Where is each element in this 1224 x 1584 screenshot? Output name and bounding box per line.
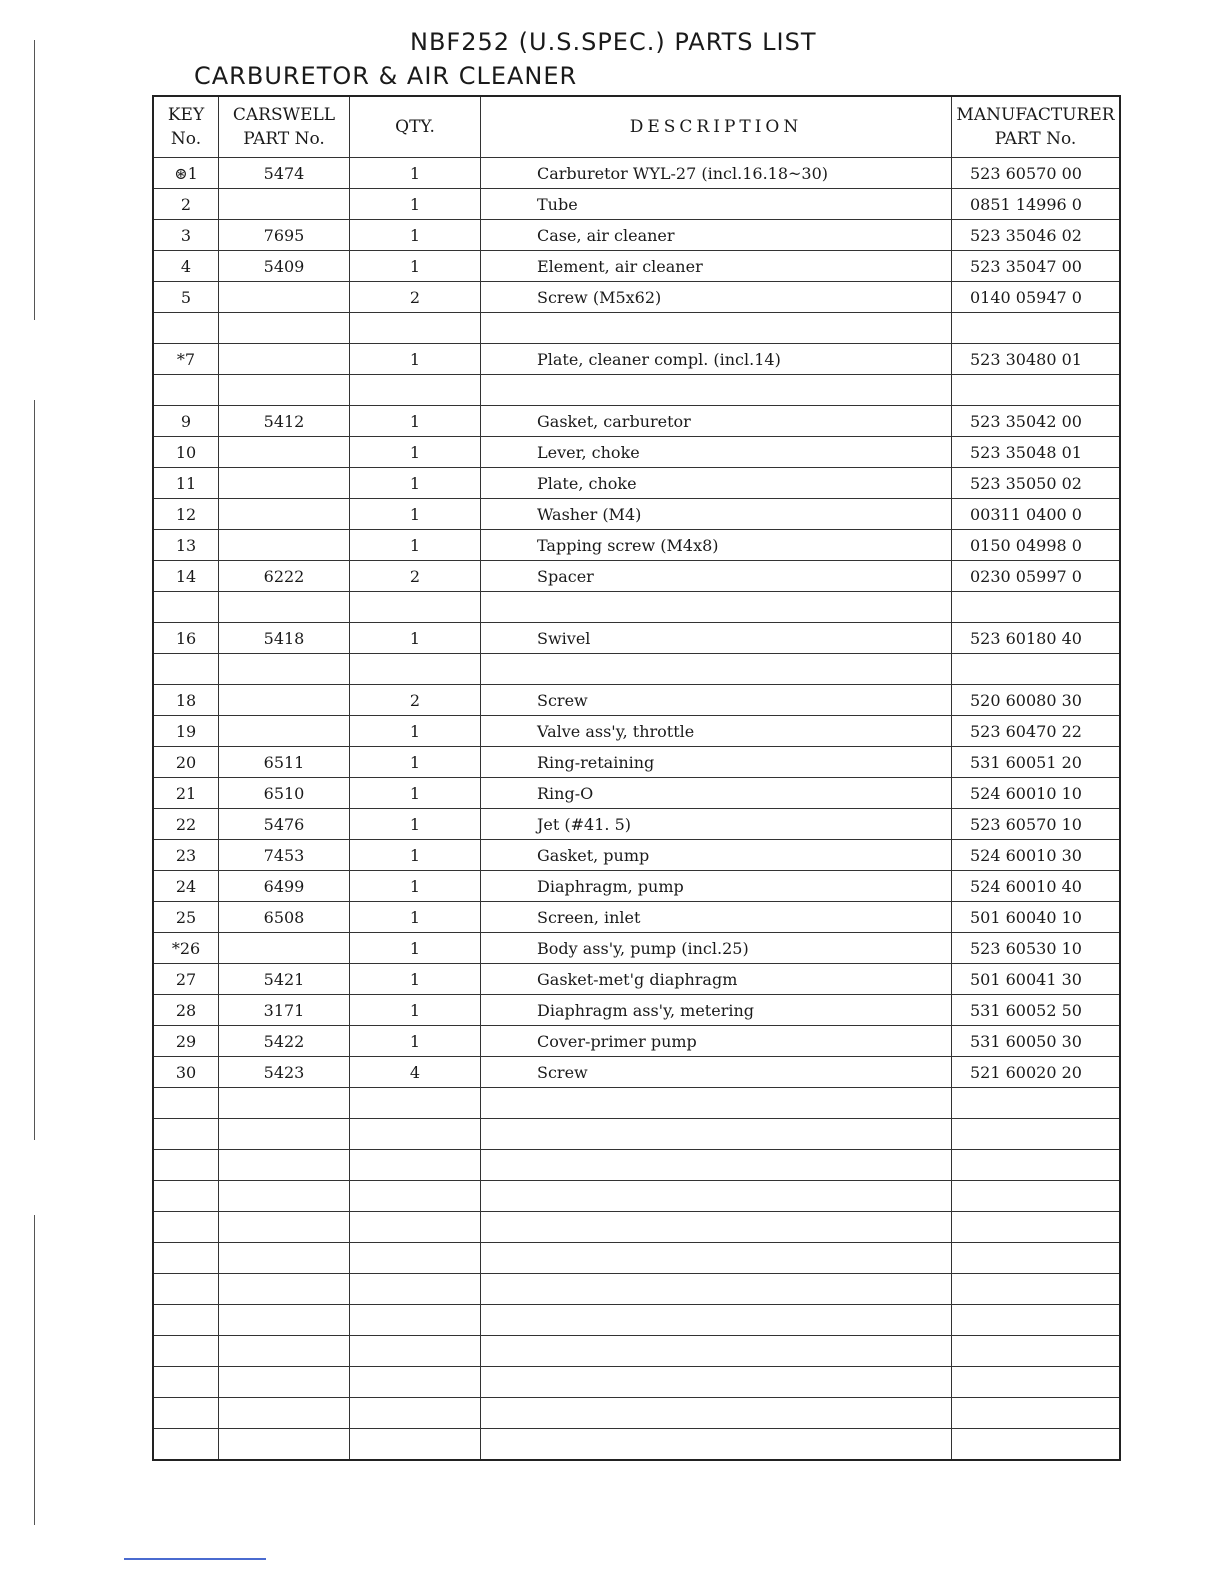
scan-margin-mark (34, 1215, 35, 1525)
carswell-part-no-cell: 6510 (219, 778, 350, 809)
qty-cell (350, 1305, 481, 1336)
carswell-part-no-cell (219, 375, 350, 406)
parts-table-body (153, 158, 1120, 1461)
key-header-line1: KEY (167, 105, 205, 125)
description-cell: Carburetor WYL-27 (incl.16.18~30) (481, 158, 952, 189)
manufacturer-part-no-cell: 523 35046 02 (952, 220, 1121, 251)
carswell-part-no-cell: 5422 (219, 1026, 350, 1057)
manufacturer-part-no-cell (952, 1088, 1121, 1119)
qty-cell: 1 (350, 406, 481, 437)
qty-cell (350, 375, 481, 406)
manufacturer-part-no-cell: 523 60570 10 (952, 809, 1121, 840)
key-no-cell: 22 (153, 809, 219, 840)
qty-cell (350, 1088, 481, 1119)
manufacturer-part-no-cell (952, 1150, 1121, 1181)
carswell-part-no-cell: 7453 (219, 840, 350, 871)
key-no-cell (153, 654, 219, 685)
table-row (153, 623, 1120, 654)
key-no-cell (153, 313, 219, 344)
table-row (153, 840, 1120, 871)
carswell-part-no-cell (219, 716, 350, 747)
table-row (153, 375, 1120, 406)
manufacturer-part-no-cell: 0150 04998 0 (952, 530, 1121, 561)
manufacturer-part-no-cell: 501 60041 30 (952, 964, 1121, 995)
description-cell (481, 1119, 952, 1150)
manufacturer-part-no-cell: 523 35047 00 (952, 251, 1121, 282)
description-cell: Gasket, pump (481, 840, 952, 871)
manufacturer-part-no-cell (952, 1305, 1121, 1336)
manufacturer-header-line1: MANUFACTURER (956, 105, 1115, 125)
key-no-cell (153, 1274, 219, 1305)
manufacturer-part-no-cell (952, 313, 1121, 344)
key-no-cell: 14 (153, 561, 219, 592)
qty-cell: 1 (350, 468, 481, 499)
qty-cell: 1 (350, 964, 481, 995)
description-cell: Tube (481, 189, 952, 220)
description-cell (481, 1398, 952, 1429)
qty-cell (350, 313, 481, 344)
table-row (153, 1119, 1120, 1150)
manufacturer-part-no-cell: 523 60470 22 (952, 716, 1121, 747)
table-row (153, 1150, 1120, 1181)
carswell-part-no-cell (219, 313, 350, 344)
qty-header: QTY. (350, 96, 481, 158)
description-cell: Ring-O (481, 778, 952, 809)
qty-cell: 1 (350, 344, 481, 375)
description-cell: Lever, choke (481, 437, 952, 468)
qty-cell: 1 (350, 437, 481, 468)
manufacturer-part-no-cell: 520 60080 30 (952, 685, 1121, 716)
table-row (153, 344, 1120, 375)
carswell-part-no-cell (219, 933, 350, 964)
description-cell: Gasket, carburetor (481, 406, 952, 437)
key-no-cell (153, 1243, 219, 1274)
carswell-part-no-cell (219, 530, 350, 561)
key-no-cell: 18 (153, 685, 219, 716)
key-no-cell: 16 (153, 623, 219, 654)
description-cell: Tapping screw (M4x8) (481, 530, 952, 561)
key-no-cell (153, 592, 219, 623)
manufacturer-part-no-cell (952, 1274, 1121, 1305)
description-cell (481, 1212, 952, 1243)
qty-cell (350, 1181, 481, 1212)
qty-cell: 1 (350, 220, 481, 251)
manufacturer-part-no-cell: 523 60570 00 (952, 158, 1121, 189)
key-no-cell (153, 1088, 219, 1119)
qty-cell: 1 (350, 1026, 481, 1057)
qty-cell (350, 1243, 481, 1274)
key-no-cell (153, 1398, 219, 1429)
key-no-cell: 29 (153, 1026, 219, 1057)
manufacturer-part-no-cell: 524 60010 40 (952, 871, 1121, 902)
section-title: CARBURETOR & AIR CLEANER (194, 62, 578, 90)
qty-cell: 2 (350, 282, 481, 313)
table-row (153, 1398, 1120, 1429)
manufacturer-part-no-cell: 523 30480 01 (952, 344, 1121, 375)
key-no-cell (153, 1305, 219, 1336)
qty-cell: 1 (350, 623, 481, 654)
description-cell (481, 313, 952, 344)
description-cell (481, 1336, 952, 1367)
carswell-part-no-cell (219, 592, 350, 623)
key-no-cell: 10 (153, 437, 219, 468)
table-row (153, 964, 1120, 995)
key-no-cell: 25 (153, 902, 219, 933)
table-row (153, 220, 1120, 251)
description-cell: Case, air cleaner (481, 220, 952, 251)
carswell-part-no-cell: 5476 (219, 809, 350, 840)
qty-cell: 1 (350, 716, 481, 747)
carswell-part-no-cell (219, 1398, 350, 1429)
carswell-part-no-cell: 5418 (219, 623, 350, 654)
table-row (153, 1088, 1120, 1119)
qty-cell (350, 1212, 481, 1243)
table-row (153, 499, 1120, 530)
carswell-part-no-cell (219, 1336, 350, 1367)
description-cell (481, 1088, 952, 1119)
key-no-cell (153, 1119, 219, 1150)
qty-cell: 1 (350, 189, 481, 220)
table-row (153, 437, 1120, 468)
manufacturer-part-no-cell: 531 60050 30 (952, 1026, 1121, 1057)
table-row (153, 1367, 1120, 1398)
qty-cell (350, 1429, 481, 1461)
qty-cell: 1 (350, 902, 481, 933)
table-row (153, 1429, 1120, 1461)
manufacturer-part-no-cell: 0230 05997 0 (952, 561, 1121, 592)
carswell-part-no-cell (219, 685, 350, 716)
carswell-part-no-cell: 6499 (219, 871, 350, 902)
carswell-part-no-header (219, 96, 350, 158)
key-no-cell: *26 (153, 933, 219, 964)
description-cell: Cover-primer pump (481, 1026, 952, 1057)
key-no-cell: 20 (153, 747, 219, 778)
description-cell: Gasket-met'g diaphragm (481, 964, 952, 995)
qty-cell: 1 (350, 747, 481, 778)
manufacturer-part-no-cell (952, 1212, 1121, 1243)
description-cell (481, 1274, 952, 1305)
description-cell: Plate, choke (481, 468, 952, 499)
key-no-cell: *7 (153, 344, 219, 375)
manufacturer-header-line2: PART No. (994, 129, 1077, 149)
manufacturer-part-no-cell (952, 1119, 1121, 1150)
parts-table (152, 95, 1121, 1461)
qty-cell: 2 (350, 561, 481, 592)
qty-cell: 1 (350, 778, 481, 809)
table-row (153, 747, 1120, 778)
manufacturer-part-no-cell (952, 1243, 1121, 1274)
description-cell: Spacer (481, 561, 952, 592)
description-cell (481, 1181, 952, 1212)
key-no-cell: 9 (153, 406, 219, 437)
carswell-part-no-cell (219, 1429, 350, 1461)
qty-cell (350, 1398, 481, 1429)
carswell-part-no-cell (219, 1212, 350, 1243)
manufacturer-part-no-cell (952, 592, 1121, 623)
carswell-part-no-cell (219, 437, 350, 468)
description-cell: Swivel (481, 623, 952, 654)
table-row (153, 251, 1120, 282)
qty-cell: 1 (350, 995, 481, 1026)
description-cell: Body ass'y, pump (incl.25) (481, 933, 952, 964)
qty-cell: 1 (350, 499, 481, 530)
key-no-cell: 23 (153, 840, 219, 871)
manufacturer-part-no-cell: 523 35042 00 (952, 406, 1121, 437)
manufacturer-part-no-cell: 523 60180 40 (952, 623, 1121, 654)
carswell-part-no-cell (219, 1367, 350, 1398)
table-row (153, 313, 1120, 344)
key-no-cell: 3 (153, 220, 219, 251)
table-row (153, 282, 1120, 313)
key-no-cell: 24 (153, 871, 219, 902)
table-header-row (153, 96, 1120, 158)
carswell-part-no-cell: 5421 (219, 964, 350, 995)
key-no-cell (153, 1150, 219, 1181)
description-cell: Element, air cleaner (481, 251, 952, 282)
description-cell: Valve ass'y, throttle (481, 716, 952, 747)
table-row (153, 685, 1120, 716)
description-cell: Plate, cleaner compl. (incl.14) (481, 344, 952, 375)
carswell-part-no-cell (219, 499, 350, 530)
table-row (153, 1026, 1120, 1057)
carswell-part-no-cell: 6508 (219, 902, 350, 933)
table-row (153, 1181, 1120, 1212)
key-no-cell (153, 1367, 219, 1398)
key-no-cell: 13 (153, 530, 219, 561)
key-no-cell: 28 (153, 995, 219, 1026)
table-row (153, 716, 1120, 747)
qty-cell: 1 (350, 871, 481, 902)
key-no-cell: 30 (153, 1057, 219, 1088)
qty-cell (350, 1336, 481, 1367)
key-no-cell: 4 (153, 251, 219, 282)
table-row (153, 995, 1120, 1026)
qty-cell (350, 592, 481, 623)
manufacturer-part-no-cell (952, 1398, 1121, 1429)
carswell-part-no-cell (219, 654, 350, 685)
qty-cell (350, 1150, 481, 1181)
qty-cell (350, 1274, 481, 1305)
table-row (153, 1336, 1120, 1367)
qty-cell: 1 (350, 933, 481, 964)
table-row (153, 871, 1120, 902)
table-row (153, 592, 1120, 623)
description-cell (481, 1305, 952, 1336)
manufacturer-part-no-cell: 00311 0400 0 (952, 499, 1121, 530)
qty-cell: 1 (350, 530, 481, 561)
description-cell (481, 1150, 952, 1181)
manufacturer-part-no-cell: 523 35050 02 (952, 468, 1121, 499)
key-no-header (153, 96, 219, 158)
qty-cell: 1 (350, 809, 481, 840)
description-cell: Washer (M4) (481, 499, 952, 530)
qty-cell (350, 654, 481, 685)
page-title: NBF252 (U.S.SPEC.) PARTS LIST (410, 28, 817, 56)
carswell-part-no-cell (219, 1243, 350, 1274)
scan-margin-mark (34, 400, 35, 1140)
table-row (153, 406, 1120, 437)
qty-cell: 2 (350, 685, 481, 716)
table-row (153, 778, 1120, 809)
qty-cell: 4 (350, 1057, 481, 1088)
manufacturer-part-no-cell: 501 60040 10 (952, 902, 1121, 933)
table-row (153, 158, 1120, 189)
description-cell: Jet (#41. 5) (481, 809, 952, 840)
key-no-cell (153, 1181, 219, 1212)
key-no-cell: 2 (153, 189, 219, 220)
manufacturer-part-no-cell: 523 35048 01 (952, 437, 1121, 468)
manufacturer-part-no-cell: 524 60010 30 (952, 840, 1121, 871)
table-row (153, 1274, 1120, 1305)
manufacturer-part-no-cell (952, 1181, 1121, 1212)
description-cell (481, 654, 952, 685)
table-row (153, 1057, 1120, 1088)
description-cell: Screen, inlet (481, 902, 952, 933)
carswell-part-no-cell (219, 344, 350, 375)
qty-cell (350, 1367, 481, 1398)
table-row (153, 189, 1120, 220)
carswell-part-no-cell: 5412 (219, 406, 350, 437)
qty-cell (350, 1119, 481, 1150)
manufacturer-part-no-cell (952, 375, 1121, 406)
description-cell (481, 592, 952, 623)
carswell-header-line1: CARSWELL (232, 105, 336, 125)
key-no-cell (153, 1429, 219, 1461)
qty-cell: 1 (350, 840, 481, 871)
table-row (153, 1305, 1120, 1336)
manufacturer-part-no-cell: 521 60020 20 (952, 1057, 1121, 1088)
carswell-part-no-cell: 6222 (219, 561, 350, 592)
manufacturer-part-no-header (952, 96, 1121, 158)
manufacturer-part-no-cell (952, 1429, 1121, 1461)
carswell-part-no-cell: 6511 (219, 747, 350, 778)
key-no-cell: ⊛1 (153, 158, 219, 189)
carswell-part-no-cell (219, 1305, 350, 1336)
table-row (153, 1243, 1120, 1274)
key-no-cell (153, 375, 219, 406)
carswell-part-no-cell (219, 282, 350, 313)
table-row (153, 468, 1120, 499)
key-no-cell: 11 (153, 468, 219, 499)
key-no-cell: 19 (153, 716, 219, 747)
carswell-part-no-cell (219, 1150, 350, 1181)
carswell-part-no-cell (219, 189, 350, 220)
carswell-part-no-cell (219, 468, 350, 499)
description-cell: Screw (481, 1057, 952, 1088)
manufacturer-part-no-cell: 0851 14996 0 (952, 189, 1121, 220)
description-cell: Ring-retaining (481, 747, 952, 778)
description-cell: Screw (M5x62) (481, 282, 952, 313)
manufacturer-part-no-cell (952, 654, 1121, 685)
manufacturer-part-no-cell: 531 60051 20 (952, 747, 1121, 778)
qty-cell: 1 (350, 158, 481, 189)
table-row (153, 530, 1120, 561)
table-row (153, 902, 1120, 933)
carswell-part-no-cell (219, 1181, 350, 1212)
carswell-part-no-cell (219, 1274, 350, 1305)
table-row (153, 1212, 1120, 1243)
footer-underline (124, 1558, 266, 1560)
description-cell: Diaphragm, pump (481, 871, 952, 902)
manufacturer-part-no-cell: 524 60010 10 (952, 778, 1121, 809)
manufacturer-part-no-cell (952, 1336, 1121, 1367)
carswell-part-no-cell: 5474 (219, 158, 350, 189)
key-no-cell: 27 (153, 964, 219, 995)
table-row (153, 654, 1120, 685)
manufacturer-part-no-cell: 0140 05947 0 (952, 282, 1121, 313)
table-row (153, 561, 1120, 592)
key-no-cell (153, 1336, 219, 1367)
carswell-part-no-cell: 5423 (219, 1057, 350, 1088)
carswell-part-no-cell: 7695 (219, 220, 350, 251)
carswell-part-no-cell: 3171 (219, 995, 350, 1026)
carswell-part-no-cell (219, 1088, 350, 1119)
description-cell: Diaphragm ass'y, metering (481, 995, 952, 1026)
manufacturer-part-no-cell: 523 60530 10 (952, 933, 1121, 964)
manufacturer-part-no-cell: 531 60052 50 (952, 995, 1121, 1026)
key-no-cell: 21 (153, 778, 219, 809)
description-header: DESCRIPTION (481, 96, 952, 158)
description-cell (481, 1243, 952, 1274)
qty-cell: 1 (350, 251, 481, 282)
scan-margin-mark (34, 40, 35, 320)
carswell-part-no-cell: 5409 (219, 251, 350, 282)
key-header-line2: No. (170, 129, 202, 149)
manufacturer-part-no-cell (952, 1367, 1121, 1398)
description-cell (481, 1367, 952, 1398)
carswell-header-line2: PART No. (243, 129, 325, 149)
key-no-cell (153, 1212, 219, 1243)
table-row (153, 809, 1120, 840)
carswell-part-no-cell (219, 1119, 350, 1150)
description-cell: Screw (481, 685, 952, 716)
table-row (153, 933, 1120, 964)
description-cell (481, 1429, 952, 1461)
key-no-cell: 12 (153, 499, 219, 530)
key-no-cell: 5 (153, 282, 219, 313)
description-cell (481, 375, 952, 406)
